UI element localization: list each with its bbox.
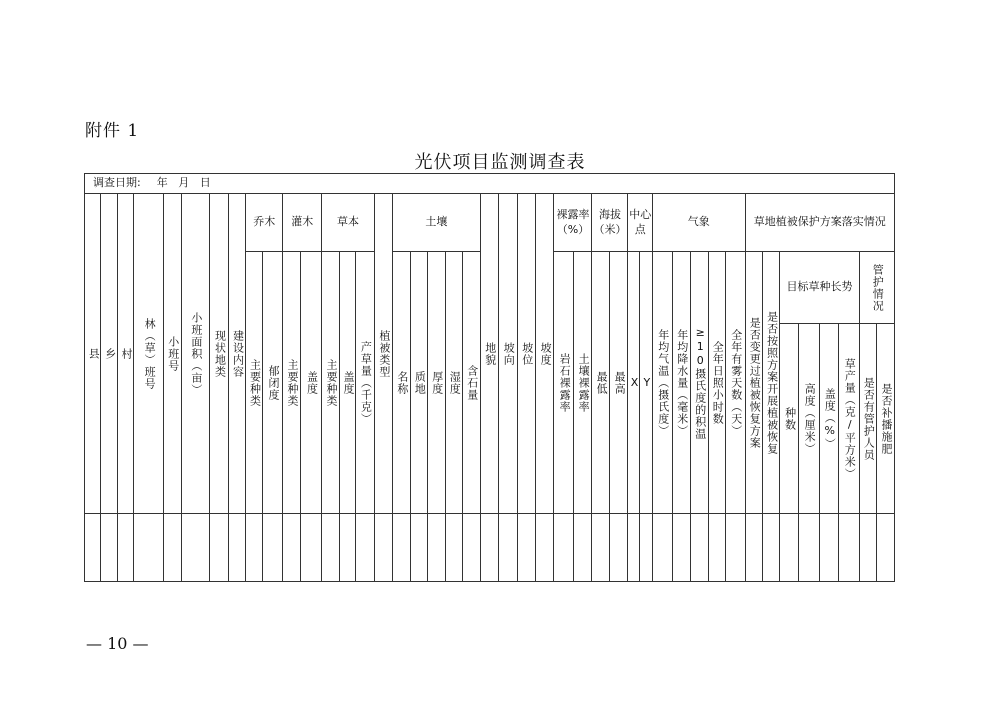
data-cell[interactable]: [574, 514, 592, 582]
data-cell[interactable]: [228, 514, 245, 582]
col-herb-coverage: 盖度: [339, 252, 355, 514]
data-cell[interactable]: [708, 514, 725, 582]
col-alt-min: 最低: [592, 252, 609, 514]
data-cell[interactable]: [609, 514, 627, 582]
col-species-count: 种数: [780, 324, 798, 514]
document-title: 光伏项目监测调查表: [414, 152, 586, 173]
col-reseeding: 是否补播施肥: [877, 324, 895, 514]
group-soil: 土壤: [393, 194, 480, 252]
data-cell[interactable]: [819, 514, 839, 582]
data-cell[interactable]: [428, 514, 445, 582]
col-soil-texture: 质地: [410, 252, 427, 514]
data-cell[interactable]: [839, 514, 860, 582]
data-cell[interactable]: [181, 514, 210, 582]
col-slope-degree: 坡度: [536, 194, 554, 514]
data-cell[interactable]: [798, 514, 819, 582]
col-soil-bare-rate: 土壤裸露率: [574, 252, 592, 514]
group-protection-plan: 草地植被保护方案落实情况: [745, 194, 894, 252]
data-cell[interactable]: [554, 514, 574, 582]
data-cell[interactable]: [246, 514, 262, 582]
group-center-point: 中心点: [628, 194, 653, 252]
data-cell[interactable]: [859, 514, 876, 582]
group-target-species-growth: 目标草种长势: [780, 252, 859, 324]
data-cell[interactable]: [300, 514, 322, 582]
data-cell[interactable]: [499, 514, 517, 582]
group-shrub: 灌木: [283, 194, 322, 252]
col-plan-followed: 是否按照方案开展植被恢复: [763, 252, 780, 514]
group-tree: 乔木: [246, 194, 283, 252]
data-cell[interactable]: [322, 514, 339, 582]
col-soil-thickness: 厚度: [428, 252, 445, 514]
data-cell[interactable]: [356, 514, 374, 582]
data-cell[interactable]: [592, 514, 609, 582]
col-soil-humidity: 湿度: [445, 252, 462, 514]
survey-date-label: 调查日期:: [93, 176, 141, 190]
data-cell[interactable]: [745, 514, 762, 582]
survey-date-month: 月: [178, 176, 190, 190]
col-village: 村: [117, 194, 133, 514]
data-cell[interactable]: [480, 514, 498, 582]
attachment-label: 附件 1: [85, 121, 140, 141]
col-tree-main-species: 主要种类: [246, 252, 262, 514]
data-cell[interactable]: [639, 514, 652, 582]
data-cell[interactable]: [283, 514, 300, 582]
col-fog-days: 全年有雾天数（天）: [726, 252, 746, 514]
data-cell[interactable]: [339, 514, 355, 582]
col-current-land-type: 现状地类: [210, 194, 228, 514]
data-cell[interactable]: [410, 514, 427, 582]
col-construction-content: 建设内容: [228, 194, 245, 514]
col-annual-avg-temp: 年均气温（摄氏度）: [653, 252, 673, 514]
col-coverage: 盖度（%）: [819, 324, 839, 514]
col-sub-plot-no: 小班号: [164, 194, 181, 514]
table-row: [85, 514, 895, 582]
col-alt-max: 最高: [609, 252, 627, 514]
col-soil-name: 名称: [393, 252, 410, 514]
data-cell[interactable]: [726, 514, 746, 582]
col-slope-aspect: 坡向: [499, 194, 517, 514]
data-cell[interactable]: [763, 514, 780, 582]
survey-date-day: 日: [199, 176, 211, 190]
survey-date-year: 年: [156, 176, 168, 190]
data-cell[interactable]: [210, 514, 228, 582]
group-management: 管护情况: [859, 252, 894, 324]
col-vegetation-type: 植被类型: [374, 194, 392, 514]
data-cell[interactable]: [164, 514, 181, 582]
page-number: — 10 —: [86, 634, 149, 653]
data-cell[interactable]: [445, 514, 462, 582]
data-cell[interactable]: [85, 514, 101, 582]
col-shrub-coverage: 盖度: [300, 252, 322, 514]
data-cell[interactable]: [877, 514, 895, 582]
data-cell[interactable]: [117, 514, 133, 582]
col-tree-canopy-density: 郁闭度: [262, 252, 283, 514]
col-sub-plot-area: 小班面积（亩）: [181, 194, 210, 514]
data-cell[interactable]: [463, 514, 480, 582]
col-township: 乡: [101, 194, 117, 514]
col-slope-position: 坡位: [517, 194, 535, 514]
col-county: 县: [85, 194, 101, 514]
col-rock-bare-rate: 岩石裸露率: [554, 252, 574, 514]
data-cell[interactable]: [653, 514, 673, 582]
col-height: 高度（厘米）: [798, 324, 819, 514]
data-cell[interactable]: [672, 514, 690, 582]
data-cell[interactable]: [536, 514, 554, 582]
group-bare-rate: 裸露率（%）: [554, 194, 592, 252]
col-forest-plot-no: 林（草）班号: [134, 194, 164, 514]
col-herb-main-species: 主要种类: [322, 252, 339, 514]
col-grass-yield: 草产量（克/平方米）: [839, 324, 860, 514]
col-accumulated-temp: ≥10摄氏度的积温: [691, 252, 708, 514]
col-gravel-content: 含石量: [463, 252, 480, 514]
data-cell[interactable]: [134, 514, 164, 582]
data-cell[interactable]: [628, 514, 639, 582]
col-annual-avg-precip: 年均降水量（毫米）: [672, 252, 690, 514]
col-y: Y: [639, 252, 652, 514]
group-climate: 气象: [653, 194, 745, 252]
col-has-caretaker: 是否有管护人员: [859, 324, 876, 514]
data-cell[interactable]: [101, 514, 117, 582]
survey-date-row: [85, 174, 895, 194]
data-cell[interactable]: [374, 514, 392, 582]
col-annual-sunshine: 全年日照小时数: [708, 252, 725, 514]
data-cell[interactable]: [517, 514, 535, 582]
col-plan-changed: 是否变更过植被恢复方案: [745, 252, 762, 514]
data-cell[interactable]: [780, 514, 798, 582]
survey-table: [84, 173, 895, 582]
data-cell[interactable]: [262, 514, 283, 582]
group-herb: 草本: [322, 194, 374, 252]
col-herb-yield: 产草量（千克）: [356, 252, 374, 514]
col-x: X: [628, 252, 639, 514]
group-altitude: 海拔（米）: [592, 194, 628, 252]
col-landform: 地貌: [480, 194, 498, 514]
data-cell[interactable]: [691, 514, 708, 582]
data-cell[interactable]: [393, 514, 410, 582]
col-shrub-main-species: 主要种类: [283, 252, 300, 514]
